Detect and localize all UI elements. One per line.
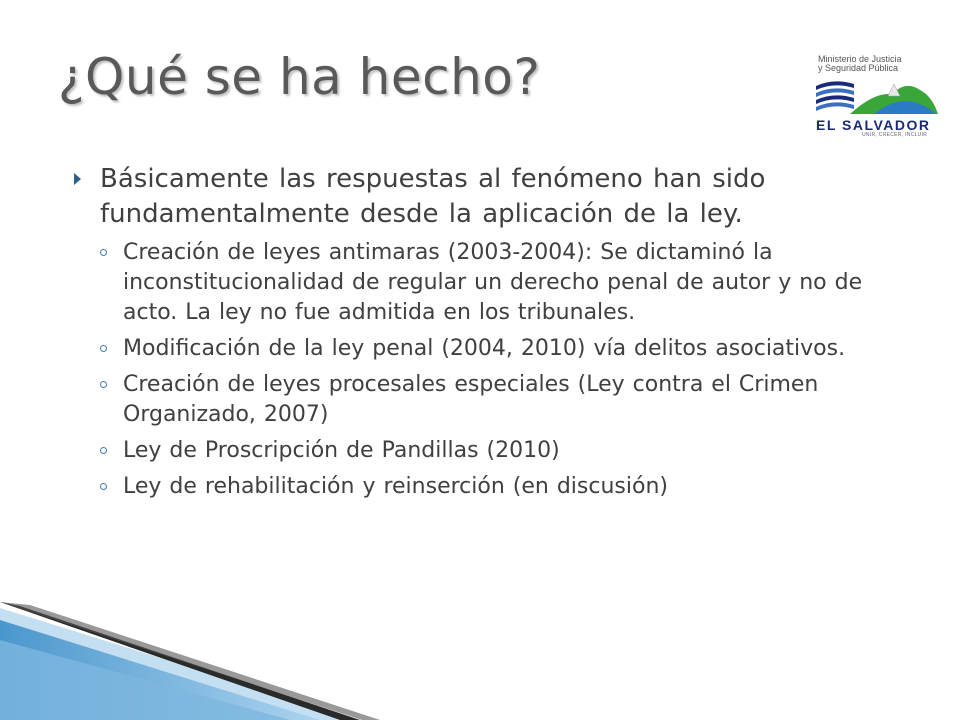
circle-bullet-icon (100, 381, 107, 388)
sub-bullet-item (100, 472, 904, 502)
circle-bullet-icon (100, 249, 107, 256)
circle-bullet-icon (100, 483, 107, 490)
logo-line-2: y Seguridad Pública (818, 63, 899, 73)
sub-bullet-text: Creación de leyes procesales especiales (Ley contra el Crimen Organizado, 2007) (123, 372, 819, 427)
sub-bullet-text: Creación de leyes antimaras (2003-2004): Se dictaminó la inconstitucionalidad de regular un derecho penal de autor y no de acto. La ley no fue admitida en los tribunales. (123, 240, 863, 325)
sub-bullet-text: Modificación de la ley penal (2004, 2010) vía delitos asociativos. (123, 336, 846, 361)
triangle-bullet-icon (74, 173, 81, 185)
decorative-swoosh (0, 600, 960, 720)
flag-landscape-icon (814, 74, 940, 118)
logo-line-1: Ministerio de Justicia (818, 54, 902, 64)
main-bullet (74, 162, 904, 232)
sub-bullet-item (100, 370, 904, 430)
sub-bullet-text: Ley de Proscripción de Pandillas (2010) (123, 438, 560, 463)
slide-content (74, 162, 904, 508)
slide-title: ¿Qué se ha hecho? (58, 48, 541, 106)
ministry-logo (814, 52, 940, 138)
sub-bullet-item (100, 334, 904, 364)
circle-bullet-icon (100, 447, 107, 454)
logo-country-name: EL SALVADOR (816, 117, 931, 133)
logo-tagline: UNIR, CRECER, INCLUIR (862, 132, 928, 138)
circle-bullet-icon (100, 345, 107, 352)
sub-bullet-list (100, 238, 904, 502)
main-bullet-text: Básicamente las respuestas al fenómeno han sido fundamentalmente desde la aplicación de la ley. (100, 164, 766, 229)
sub-bullet-text: Ley de rehabilitación y reinserción (en discusión) (123, 474, 668, 499)
sub-bullet-item (100, 436, 904, 466)
sub-bullet-item (100, 238, 904, 328)
